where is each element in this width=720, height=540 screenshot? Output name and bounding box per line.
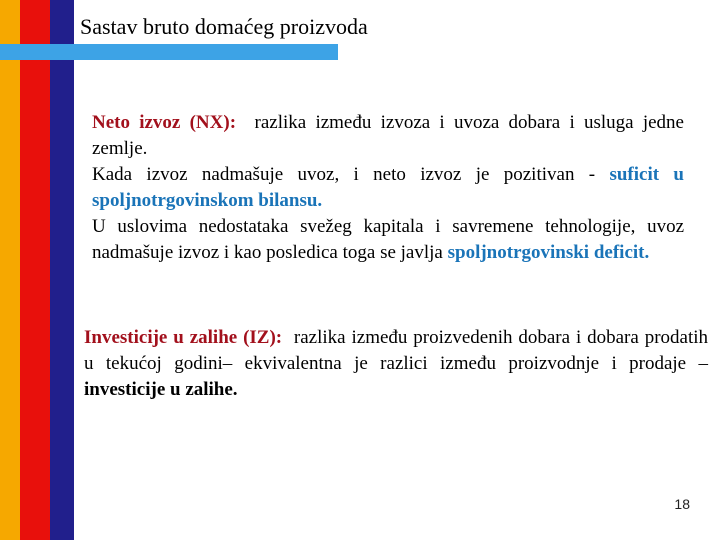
inventory-investment-term: Investicije u zalihe (IZ): — [84, 327, 283, 348]
title-underline-bar — [0, 44, 338, 60]
decorative-navy-bar — [50, 0, 74, 540]
net-export-term: Neto izvoz (NX): — [92, 112, 237, 133]
inventory-investment-bold-end: investicije u zalihe. — [84, 379, 238, 400]
net-export-deficit-highlight: spoljnotrgovinski deficit. — [447, 242, 650, 263]
net-export-deficit-text: U uslovima nedostataka svežeg kapitala i savremene tehnologije, uvoz nadmašuje izvoz i kao posledica toga se javlja — [92, 216, 684, 263]
page-number: 18 — [674, 496, 690, 512]
net-export-surplus-highlight: suficit u spoljnotrgovinskom bilansu. — [92, 164, 684, 211]
inventory-investment-definition: razlika između proizvedenih dobara i dobara prodatih u tekućoj godini– ekvivalentna je razlici između proizvodnje i prodaje – — [84, 327, 709, 374]
decorative-red-bar — [20, 0, 50, 540]
net-export-definition: razlika između izvoza i uvoza dobara i usluga jedne zemlje. — [92, 112, 684, 159]
net-export-paragraph — [92, 110, 684, 266]
slide-title: Sastav bruto domaćeg proizvoda — [80, 14, 368, 39]
decorative-orange-bar — [0, 0, 20, 540]
net-export-surplus-text: Kada izvoz nadmašuje uvoz, i neto izvoz je pozitivan - — [92, 164, 610, 185]
inventory-investment-paragraph — [84, 325, 708, 403]
